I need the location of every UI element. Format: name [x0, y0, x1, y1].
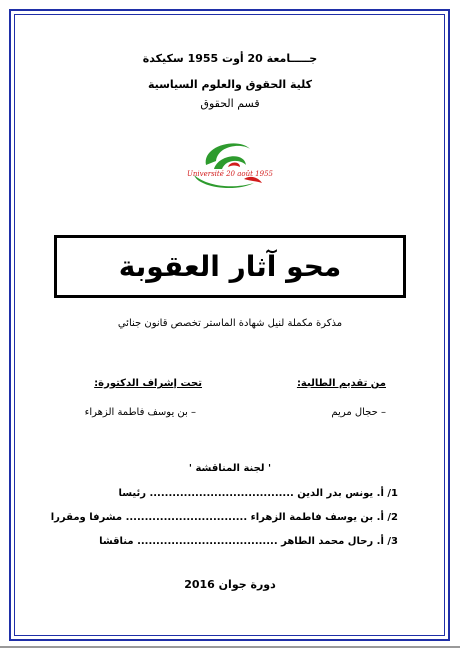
logo-swirl-icon: [194, 143, 262, 188]
title-box: [54, 235, 406, 298]
committee-member-president: 1/ أ. يونس بدر الدين ...................................... رئيسا: [118, 488, 398, 499]
students-label: من تقديم الطالبة:: [296, 378, 386, 389]
thesis-title: محو آثار العقوبة: [118, 250, 342, 283]
student-name: – حجال مريم: [331, 407, 386, 418]
supervisor-name: – بن يوسف فاطمة الزهراء: [84, 407, 196, 418]
committee-member-examiner: 3/ أ. رحال محمد الطاهر ..................................... مناقشا: [99, 536, 398, 547]
supervisor-label: تحت إشراف الدكتورة:: [94, 378, 202, 389]
page-edge: [0, 646, 460, 648]
logo-caption: Université 20 août 1955: [187, 170, 273, 178]
faculty-name: كلية الحقوق والعلوم السياسية: [147, 78, 313, 91]
university-logo: [184, 135, 276, 197]
university-name: جـــــامعة 20 أوت 1955 سكيكدة: [142, 52, 318, 65]
session-date: دورة جوان 2016: [184, 578, 276, 591]
committee-title: ' لجنة المناقشة ': [188, 463, 272, 474]
thesis-subtitle: مذكرة مكملة لنيل شهادة الماستر تخصص قانون جنائي: [117, 318, 343, 329]
committee-member-supervisor: 2/ أ. بن يوسف فاطمة الزهراء ................................ مشرفا ومقررا: [50, 512, 398, 523]
department-name: قسم الحقوق: [200, 97, 260, 110]
